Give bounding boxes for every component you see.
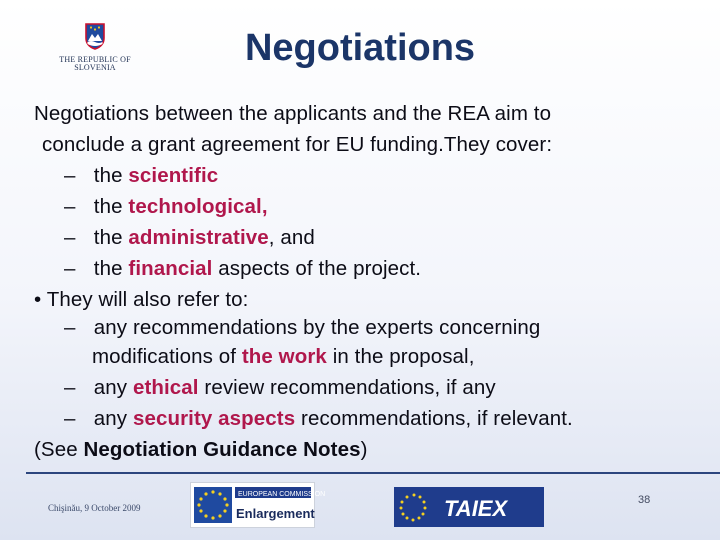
see-guidance-line bbox=[34, 434, 684, 465]
dash-marker: – bbox=[64, 407, 76, 430]
refer-bullet: • They will also refer to: bbox=[34, 288, 249, 311]
highlight-scientific: scientific bbox=[128, 164, 219, 187]
country-label-line2: SLOVENIA bbox=[74, 63, 116, 72]
ec-logo-line1: EUROPEAN COMMISSION bbox=[238, 491, 326, 498]
item-suffix: review recommendations, if any bbox=[198, 376, 496, 399]
dash-marker: – bbox=[64, 257, 76, 280]
highlight-financial: financial bbox=[128, 257, 213, 280]
refer-item-ethical bbox=[34, 372, 684, 403]
cover-item-scientific bbox=[34, 160, 684, 191]
dash-marker: – bbox=[64, 376, 76, 399]
ec-logo-line2: Enlargement bbox=[236, 506, 315, 521]
item-suffix: recommendations, if relevant. bbox=[295, 407, 573, 430]
see-suffix: ) bbox=[360, 438, 368, 461]
european-commission-enlargement-logo bbox=[190, 482, 326, 528]
slovenia-coat-of-arms-icon bbox=[84, 22, 106, 50]
item-suffix: aspects of the project. bbox=[212, 257, 422, 280]
dash-marker: – bbox=[64, 164, 76, 187]
highlight-administrative: administrative bbox=[128, 226, 269, 249]
item-prefix: the bbox=[93, 195, 129, 218]
highlight-ethical: ethical bbox=[132, 376, 199, 399]
page-number: 38 bbox=[638, 494, 651, 506]
item-prefix: any bbox=[93, 407, 133, 430]
footer-divider bbox=[26, 472, 720, 474]
item-prefix: any bbox=[93, 376, 133, 399]
taiex-logo bbox=[394, 487, 544, 527]
cover-item-financial bbox=[34, 253, 684, 284]
highlight-the-work: the work bbox=[241, 345, 327, 368]
item-prefix: the bbox=[93, 164, 129, 187]
taiex-logo-graphic bbox=[394, 487, 544, 527]
footer-date: Chişinău, 9 October 2009 bbox=[48, 503, 141, 513]
item-prefix: modifications of bbox=[92, 345, 242, 368]
cover-item-technological bbox=[34, 191, 684, 222]
refer-item-security bbox=[34, 403, 684, 434]
refer-item-recommendations bbox=[34, 315, 684, 341]
item-prefix: the bbox=[93, 226, 129, 249]
see-prefix: (See bbox=[34, 438, 84, 461]
refer-item-line1: any recommendations by the experts concerning bbox=[93, 316, 541, 339]
item-suffix: , and bbox=[268, 226, 315, 249]
eu-flag-icon bbox=[191, 483, 326, 527]
intro-line-1: Negotiations between the applicants and the REA aim to bbox=[34, 102, 552, 125]
slide-title: Negotiations bbox=[244, 27, 476, 69]
slide-body bbox=[34, 98, 684, 465]
dash-marker: – bbox=[64, 195, 76, 218]
dash-marker: – bbox=[64, 226, 76, 249]
refer-item-recommendations-cont bbox=[34, 341, 684, 372]
highlight-technological: technological, bbox=[128, 195, 268, 218]
country-label-line1: THE REPUBLIC OF bbox=[59, 55, 131, 64]
item-suffix: in the proposal, bbox=[326, 345, 475, 368]
intro-line-2: conclude a grant agreement for EU funding.They cover: bbox=[42, 133, 553, 156]
taiex-logo-text: TAIEX bbox=[444, 496, 508, 521]
highlight-security-aspects: security aspects bbox=[132, 407, 296, 430]
cover-item-administrative bbox=[34, 222, 684, 253]
guidance-notes-reference: Negotiation Guidance Notes bbox=[83, 438, 361, 461]
item-prefix: the bbox=[93, 257, 129, 280]
dash-marker: – bbox=[64, 316, 76, 339]
